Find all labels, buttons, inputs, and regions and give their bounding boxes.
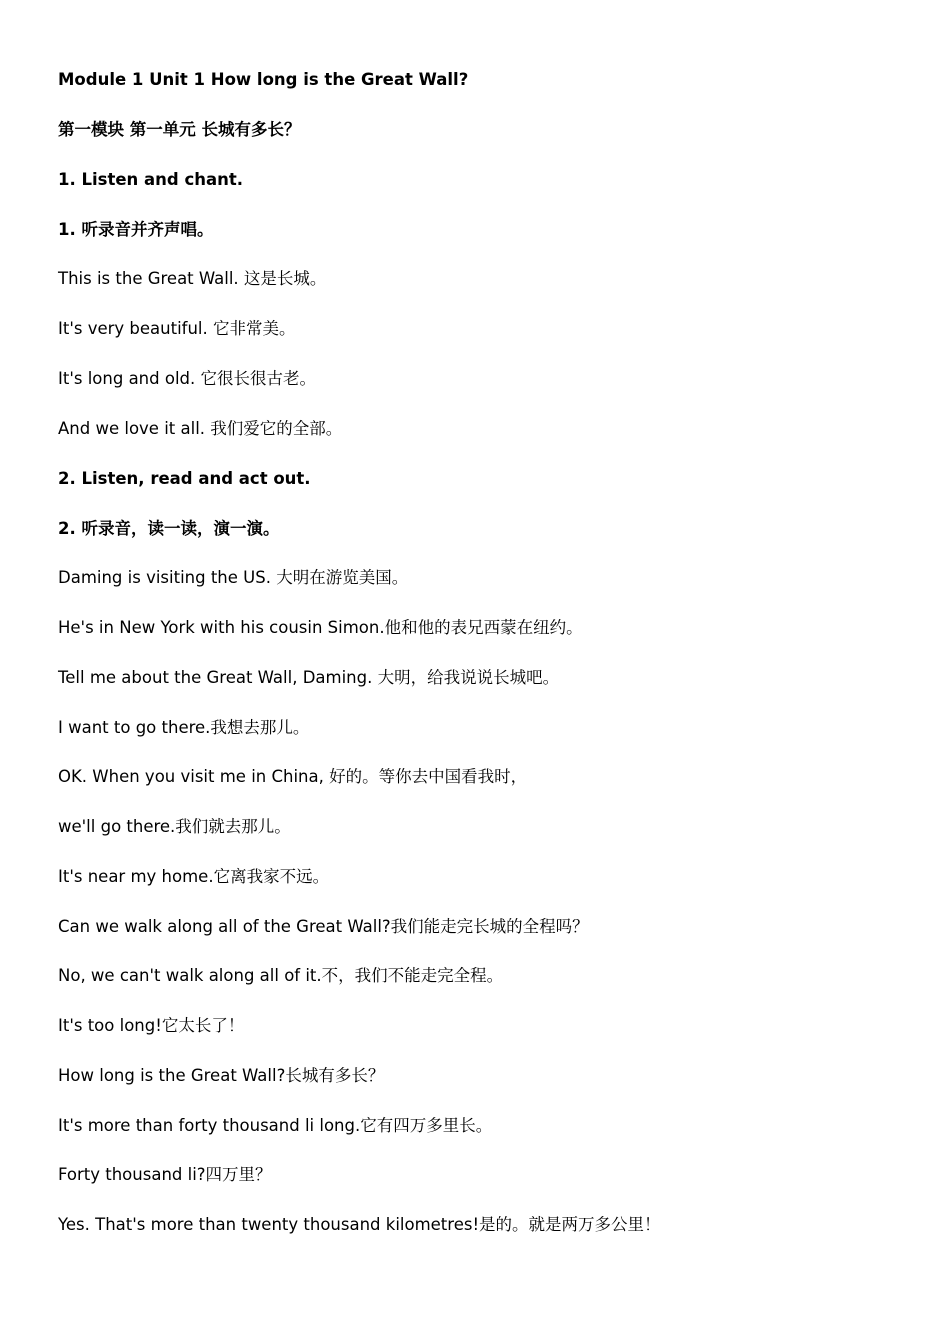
- dialogue-line: Can we walk along all of the Great Wall?我们能走完长城的全程吗？: [58, 917, 589, 936]
- dialogue-line: It's near my home.它离我家不远。: [58, 867, 330, 886]
- chant-line: It's very beautiful. 它非常美。: [58, 319, 296, 338]
- section1-heading: 1. Listen and chant.: [58, 170, 244, 189]
- dialogue-line: Yes. That's more than twenty thousand kilometres!是的。就是两万多公里！: [58, 1215, 661, 1234]
- document-title: Module 1 Unit 1 How long is the Great Wall?: [58, 70, 469, 89]
- dialogue-line: Daming is visiting the US. 大明在游览美国。: [58, 568, 409, 587]
- section1-heading-cn: 1. 听录音并齐声唱。: [58, 220, 214, 239]
- dialogue-line: we'll go there.我们就去那儿。: [58, 817, 291, 836]
- dialogue-line: It's too long!它太长了！: [58, 1016, 245, 1035]
- dialogue-line: He's in New York with his cousin Simon.他和他的表兄西蒙在纽约。: [58, 618, 583, 637]
- chant-line: And we love it all. 我们爱它的全部。: [58, 419, 343, 438]
- chant-line: It's long and old. 它很长很古老。: [58, 369, 316, 388]
- section2-heading: 2. Listen, read and act out.: [58, 469, 311, 488]
- dialogue-line: No, we can't walk along all of it.不，我们不能走完全程。: [58, 966, 504, 985]
- dialogue-line: How long is the Great Wall?长城有多长？: [58, 1066, 385, 1085]
- chant-line: This is the Great Wall. 这是长城。: [58, 269, 327, 288]
- dialogue-line: Tell me about the Great Wall, Daming. 大明，给我说说长城吧。: [58, 668, 560, 687]
- dialogue-line: Forty thousand li?四万里？: [58, 1165, 272, 1184]
- section2-heading-cn: 2. 听录音，读一读，演一演。: [58, 519, 280, 538]
- document-title-cn: 第一模块 第一单元 长城有多长？: [58, 120, 301, 139]
- dialogue-line: It's more than forty thousand li long.它有四万多里长。: [58, 1116, 493, 1135]
- dialogue-line: I want to go there.我想去那儿。: [58, 718, 310, 737]
- dialogue-line: OK. When you visit me in China, 好的。等你去中国看我时，: [58, 767, 528, 786]
